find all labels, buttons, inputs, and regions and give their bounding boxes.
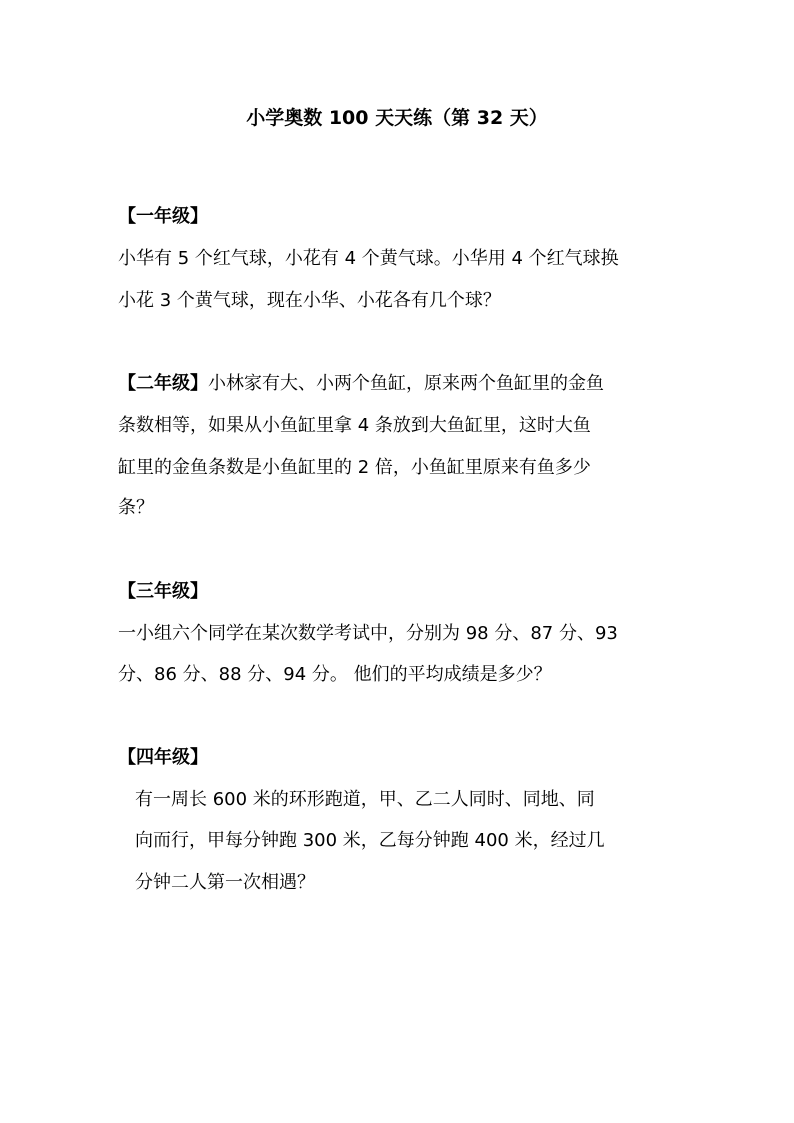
grade-4-line-3: 分钟二人第一次相遇？ <box>135 872 315 893</box>
grade-1-heading: 【一年级】 <box>118 206 208 227</box>
grade-2-text-1: 小林家有大、小两个鱼缸，原来两个鱼缸里的金鱼 <box>208 373 604 394</box>
grade-1-line-2: 小花 3 个黄气球，现在小华、小花各有几个球？ <box>118 290 501 311</box>
grade-1-line-1: 小华有 5 个红气球，小花有 4 个黄气球。小华用 4 个红气球换 <box>118 248 619 269</box>
grade-3-heading: 【三年级】 <box>118 581 208 602</box>
grade-3-line-1: 一小组六个同学在某次数学考试中，分别为 98 分、87 分、93 <box>118 623 618 644</box>
grade-4-line-2: 向而行，甲每分钟跑 300 米，乙每分钟跑 400 米，经过几 <box>135 830 605 851</box>
grade-3-line-2: 分、86 分、88 分、94 分。 他们的平均成绩是多少？ <box>118 664 552 685</box>
grade-2-line-4: 条？ <box>118 497 154 518</box>
page-title: 小学奥数 100 天天练（第 32 天） <box>246 107 548 129</box>
grade-2-line-2: 条数相等，如果从小鱼缸里拿 4 条放到大鱼缸里，这时大鱼 <box>118 415 591 436</box>
grade-2-heading: 【二年级】 <box>118 373 208 394</box>
grade-4-heading: 【四年级】 <box>118 747 208 768</box>
grade-2-line-3: 缸里的金鱼条数是小鱼缸里的 2 倍，小鱼缸里原来有鱼多少 <box>118 457 591 478</box>
grade-4-line-1: 有一周长 600 米的环形跑道，甲、乙二人同时、同地、同 <box>135 789 595 810</box>
grade-2-line-1 <box>118 370 604 398</box>
